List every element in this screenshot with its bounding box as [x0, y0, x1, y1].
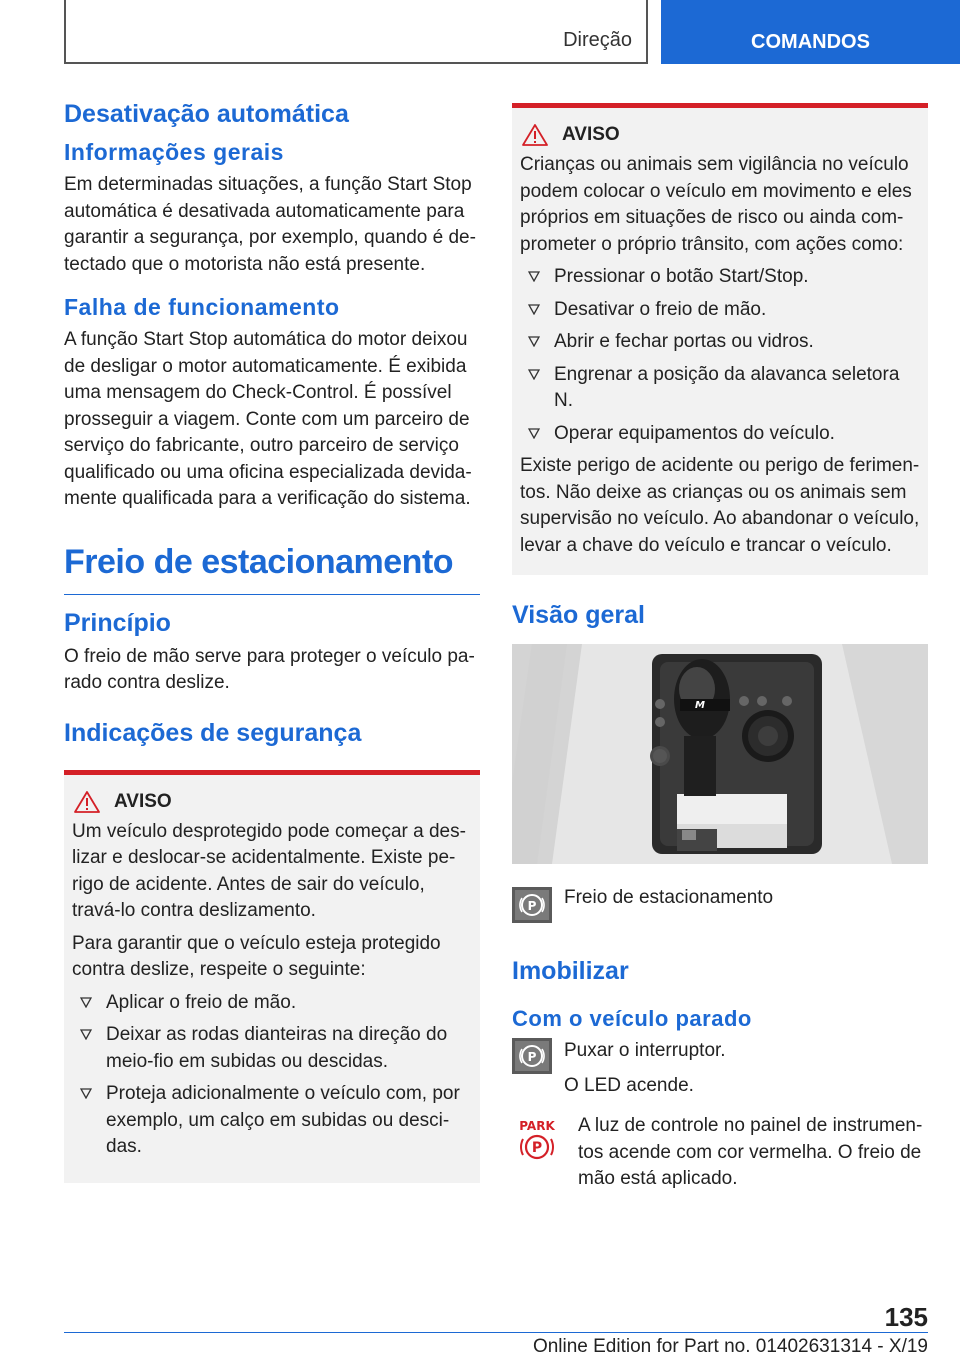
heading-immobilize: Imobilizar — [512, 957, 629, 985]
svg-text:P: P — [527, 899, 537, 913]
list-item: Abrir e fechar portas ou vidros. — [520, 329, 920, 356]
warning-box-right — [512, 103, 928, 575]
bullet-triangle-icon — [528, 368, 540, 380]
parking-brake-row — [512, 887, 928, 923]
warning-box-left — [64, 770, 480, 1183]
parking-brake-button-icon — [512, 1038, 552, 1074]
heading-malfunction: Falha de funcionamento — [64, 294, 340, 320]
heading-vehicle-stationary: Com o veículo parado — [512, 1006, 752, 1031]
bullet-triangle-icon — [528, 303, 540, 315]
heading-safety: Indicações de segurança — [64, 718, 362, 747]
warning-paragraph: Existe perigo de acidente ou perigo de ferimentos. Não deixe as crianças ou os animais sem supervisão no veículo. Ao abandonar o veículo, levar a chave do veículo e trancar o veículo. — [520, 455, 920, 556]
bullet-triangle-icon — [528, 270, 540, 282]
left-column — [64, 100, 480, 1183]
warning-triangle-icon — [522, 124, 548, 146]
heading-rule — [64, 594, 480, 595]
warning-paragraph: Um veículo desprotegido pode começar a deslizar e deslocar-se acidentalmente. Existe perigo de acidente. Antes de sair do veículo, travá-lo contra deslizamento. — [72, 820, 466, 921]
warning-list — [72, 990, 472, 1161]
list-item: Proteja adicionalmente o veículo com, por exemplo, um calço em subidas ou descidas. — [72, 1081, 472, 1161]
park-warning-light-icon — [512, 1113, 562, 1163]
bullet-triangle-icon — [80, 996, 92, 1008]
warning-triangle-icon — [74, 791, 100, 813]
park-icon-letter: P — [531, 1140, 543, 1156]
heading-overview: Visão geral — [512, 601, 645, 629]
chapter-tab[interactable] — [661, 0, 960, 64]
gear-selector-console-photo — [512, 644, 928, 864]
list-item: Deixar as rodas dianteiras na direção do meio-fio em subidas ou descidas. — [72, 1022, 472, 1075]
paragraph-principle: O freio de mão serve para proteger o veículo parado contra deslize. — [64, 645, 475, 693]
footer-rule — [64, 1332, 928, 1333]
warning-title: AVISO — [114, 790, 172, 812]
heading-general-info: Informações gerais — [64, 139, 284, 165]
bullet-triangle-icon — [80, 1028, 92, 1040]
park-indicator-text: A luz de controle no painel de instrumentos acende com cor vermelha. O freio de mão está aplicado. — [578, 1115, 923, 1189]
bullet-triangle-icon — [80, 1087, 92, 1099]
edition-text: Online Edition for Part no. 01402631314 - X/19 — [532, 1336, 928, 1357]
svg-text:P: P — [527, 1050, 537, 1064]
heading-auto-deactivation: Desativação automática — [64, 100, 349, 128]
bullet-triangle-icon — [528, 335, 540, 347]
paragraph-general-info: Em determinadas situações, a função Start Stop automática é desativada automaticamente para garantir a segurança, por exemplo, quando é detectado que o motorista não está presente. — [64, 174, 476, 275]
m-badge: M — [695, 700, 705, 711]
paragraph-malfunction: A função Start Stop automática do motor deixou de desligar o motor automaticamente. É exibida uma mensagem do Check-Control. É possível prosseguir a viagem. Conte com um parceiro de serviço do fabricante, outro parceiro de serviço qualificado ou uma oficina especializada devidamente qualificada para a verificação do sistema. — [64, 329, 472, 509]
list-item: Operar equipamentos do veículo. — [520, 421, 920, 448]
right-column — [512, 103, 928, 1193]
heading-parking-brake: Freio de estacionamento — [64, 542, 454, 581]
led-on-text: O LED acende. — [564, 1074, 694, 1096]
park-icon-text: PARK — [519, 1119, 555, 1133]
list-item: Aplicar o freio de mão. — [72, 990, 472, 1017]
pull-switch-text: Puxar o interruptor. — [564, 1040, 726, 1061]
list-item: Pressionar o botão Start/Stop. — [520, 264, 920, 291]
page-number: 135 — [884, 1302, 928, 1332]
heading-principle: Princípio — [64, 608, 171, 637]
chapter-tab-label: COMANDOS — [751, 31, 870, 53]
warning-paragraph: Para garantir que o veículo esteja protegido contra deslize, respeite o seguinte: — [72, 932, 441, 980]
list-item: Engrenar a posição da alavanca seletora N. — [520, 362, 920, 415]
warning-title: AVISO — [562, 124, 620, 145]
pull-switch-row — [512, 1038, 928, 1099]
parking-brake-label: Freio de estacionamento — [564, 887, 774, 908]
warning-paragraph: Crianças ou animais sem vigilância no veículo podem colocar o veículo em movimento e eles próprios em situações de risco ou ainda comprometer o próprio trânsito, com ações como: — [520, 154, 912, 255]
warning-list — [520, 264, 920, 447]
parking-brake-button-icon — [512, 887, 552, 923]
header-frame — [64, 0, 648, 64]
list-item: Desativar o freio de mão. — [520, 297, 920, 324]
header-section-title: Direção — [563, 29, 632, 51]
bullet-triangle-icon — [528, 427, 540, 439]
park-indicator-row — [512, 1113, 928, 1193]
